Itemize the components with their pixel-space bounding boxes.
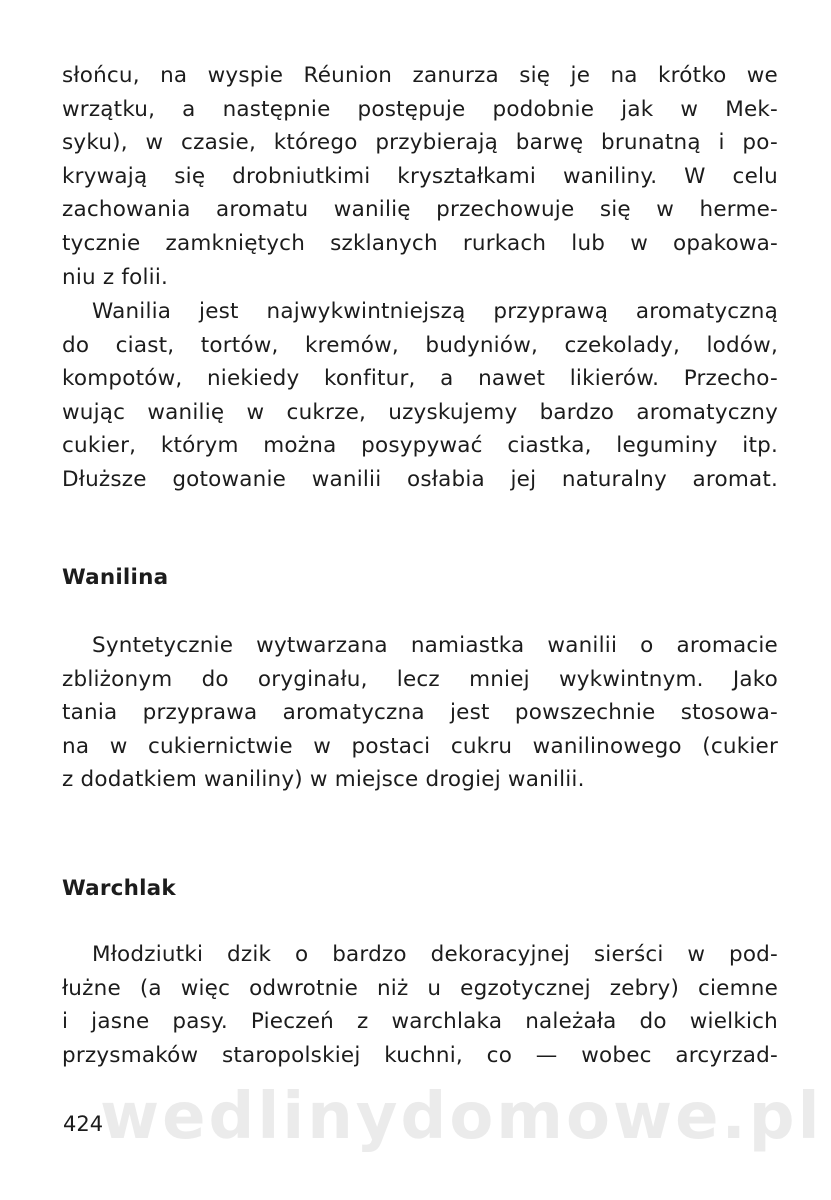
text-line: zachowania aromatu wanilię przechowuje się w herme- (62, 197, 778, 223)
text-line: z dodatkiem waniliny) w miejsce drogiej wanilii. (62, 767, 585, 793)
text-line: łużne (a więc odwrotnie niż u egzotycznej zebry) ciemne (62, 975, 778, 1001)
text-line: do ciast, tortów, kremów, budyniów, czekolady, lodów, (62, 332, 778, 358)
text-line: cukier, którym można posypywać ciastka, leguminy itp. (62, 433, 778, 459)
heading-warchlak: Warchlak (62, 876, 176, 901)
text-line: krywają się drobniutkimi kryształkami waniliny. W celu (62, 163, 778, 189)
paragraph-continued (62, 59, 778, 294)
text-line: przysmaków staropolskiej kuchni, co — wobec arcyrzad- (62, 1042, 778, 1068)
text-line: Młodziutki dzik o bardzo dekoracyjnej sierści w pod- (92, 942, 778, 967)
text-line: tania przyprawa aromatyczna jest powszechnie stosowa- (62, 700, 778, 726)
text-line: wując wanilię w cukrze, uzyskujemy bardzo aromatyczny (62, 399, 778, 425)
text-line: i jasne pasy. Pieczeń z warchlaka należała do wielkich (62, 1009, 778, 1035)
paragraph-warchlak (62, 938, 778, 1072)
text-line: na w cukiernictwie w postaci cukru wanilinowego (cukier (62, 733, 778, 759)
paragraph-wanilina (62, 629, 778, 797)
text-line: tycznie zamkniętych szklanych rurkach lub w opakowa- (62, 230, 778, 256)
text-line: kompotów, niekiedy konfitur, a nawet likierów. Przecho- (62, 366, 778, 392)
text-line: Wanilia jest najwykwintniejszą przyprawą aromatyczną (92, 299, 778, 324)
text-line: słońcu, na wyspie Réunion zanurza się je na krótko we (62, 63, 778, 88)
text-line: Syntetycznie wytwarzana namiastka wanilii o aromacie (92, 633, 778, 658)
text-line: niu z folii. (62, 264, 169, 290)
text-line: syku), w czasie, którego przybierają barwę brunatną i po- (62, 130, 778, 156)
page-number: 424 (63, 1112, 104, 1136)
watermark: wedlinydomowe.pl (100, 1080, 823, 1154)
heading-wanilina: Wanilina (62, 565, 169, 590)
text-line: zbliżonym do oryginału, lecz mniej wykwintnym. Jako (62, 666, 778, 692)
paragraph-vanilla-uses (62, 295, 778, 497)
text-line: Dłuższe gotowanie wanilii osłabia jej naturalny aromat. (62, 466, 778, 492)
text-line: wrzątku, a następnie postępuje podobnie jak w Mek- (62, 96, 778, 122)
